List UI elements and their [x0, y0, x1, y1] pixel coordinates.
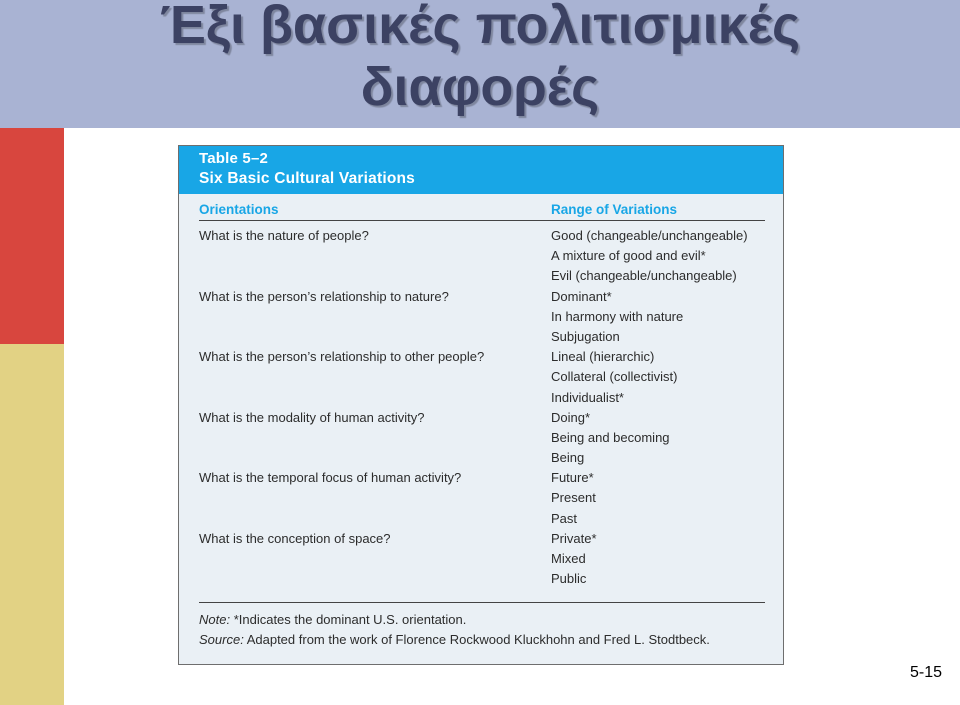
table-row-value: Doing*	[551, 410, 591, 425]
header-divider	[199, 220, 765, 221]
table-row-value: Public	[551, 571, 587, 586]
table-row-question: What is the modality of human activity?	[199, 410, 425, 425]
source-label: Source:	[199, 632, 244, 647]
footer-divider	[199, 602, 765, 603]
table-row-question: What is the nature of people?	[199, 228, 369, 243]
table-row-value: In harmony with nature	[551, 309, 684, 324]
column-header-range: Range of Variations	[551, 202, 678, 217]
table-row-value: Past	[551, 511, 578, 526]
table-row-value: Present	[551, 490, 596, 505]
table-figure	[178, 145, 784, 665]
table-caption: Six Basic Cultural Variations	[199, 170, 415, 187]
note-text: *Indicates the dominant U.S. orientation.	[230, 612, 467, 627]
slide-title-line2: διαφορές	[360, 57, 600, 117]
slide-title-line1: Έξι βασικές πολιτισμικές	[159, 0, 801, 55]
table-row-value: Future*	[551, 470, 594, 485]
table-row-question: What is the conception of space?	[199, 531, 391, 546]
table-row-question: What is the person’s relationship to other people?	[199, 349, 485, 364]
table-row-value: Collateral (collectivist)	[551, 369, 678, 384]
table-row-value: Being and becoming	[551, 430, 670, 445]
table-row-value: Evil (changeable/unchangeable)	[551, 268, 737, 283]
left-accent-bar-yellow	[0, 344, 64, 705]
table-number: Table 5–2	[199, 150, 269, 167]
table-source	[199, 632, 710, 648]
table-row-value: Being	[551, 450, 585, 465]
table-row-value: Lineal (hierarchic)	[551, 349, 655, 364]
note-label: Note:	[199, 612, 231, 627]
column-header-orientations: Orientations	[199, 202, 279, 217]
table-row-question: What is the temporal focus of human activity?	[199, 470, 462, 485]
table-row-value: Dominant*	[551, 289, 612, 304]
source-text: Adapted from the work of Florence Rockwood Kluckhohn and Fred L. Stodtbeck.	[243, 632, 710, 647]
slide-title	[0, 0, 960, 118]
table-row-value: A mixture of good and evil*	[551, 248, 706, 263]
table-row-value: Individualist*	[551, 390, 624, 405]
table-header	[179, 146, 783, 194]
table-row-question: What is the person’s relationship to nature?	[199, 289, 449, 304]
table-row-value: Mixed	[551, 551, 586, 566]
table-row-value: Subjugation	[551, 329, 620, 344]
page-number: 5-15	[909, 664, 942, 681]
table-row-value: Private*	[551, 531, 597, 546]
left-accent-bar-red	[0, 128, 64, 344]
table-note	[199, 612, 466, 628]
table-row-value: Good (changeable/unchangeable)	[551, 228, 748, 243]
